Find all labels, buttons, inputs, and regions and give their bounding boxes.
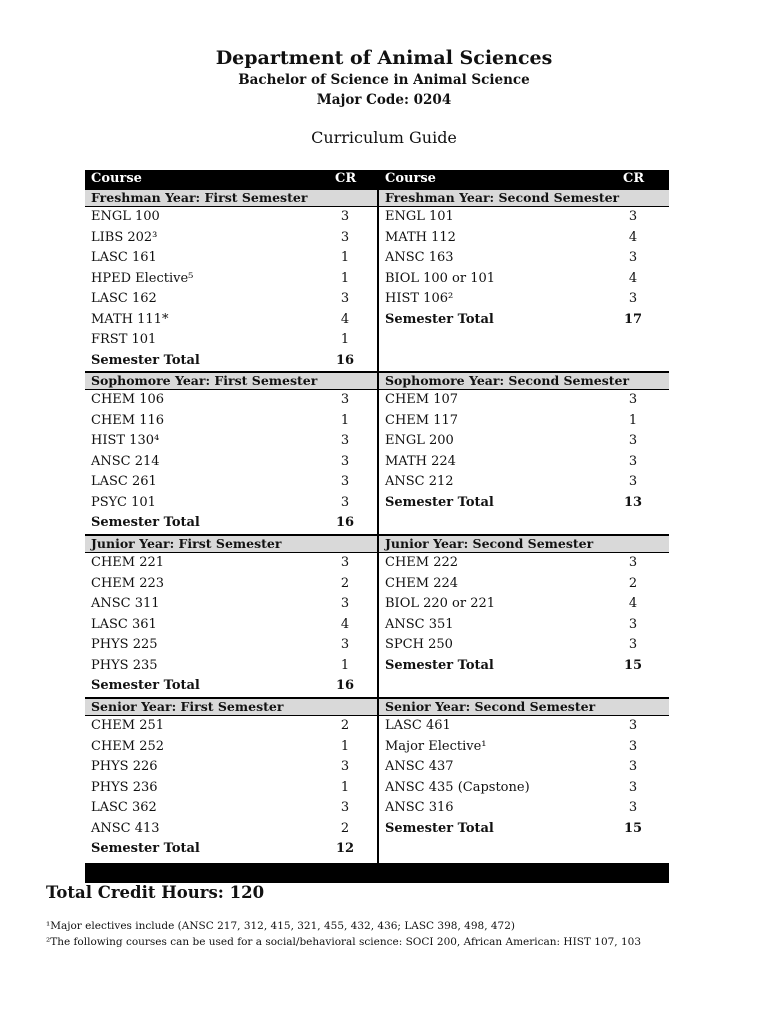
course-name: CHEM 221 bbox=[91, 555, 165, 570]
course-row bbox=[379, 635, 669, 656]
course-row bbox=[85, 615, 377, 636]
course-row bbox=[379, 207, 669, 228]
course-credits: 3 bbox=[628, 637, 638, 652]
course-credits: 3 bbox=[340, 474, 350, 489]
course-name: LASC 261 bbox=[91, 474, 157, 489]
course-credits: 3 bbox=[628, 453, 638, 469]
semester-block bbox=[85, 535, 377, 697]
course-credits: 1 bbox=[340, 657, 350, 673]
semester-total-value: 12 bbox=[335, 841, 355, 856]
course-credits: 2 bbox=[340, 718, 350, 733]
course-credits: 4 bbox=[628, 270, 638, 286]
semester-title: Junior Year: Second Semester bbox=[379, 535, 669, 553]
course-row bbox=[85, 493, 377, 514]
semester-total-label: Semester Total bbox=[385, 820, 494, 836]
semester-total-row bbox=[379, 656, 669, 677]
semester-total-row bbox=[379, 493, 669, 514]
major-code: Major Code: 0204 bbox=[316, 92, 452, 108]
course-name: CHEM 252 bbox=[91, 738, 165, 754]
course-row bbox=[379, 411, 669, 432]
left-column bbox=[85, 170, 377, 863]
course-credits: 3 bbox=[628, 291, 638, 306]
course-name: LIBS 202³ bbox=[91, 229, 158, 245]
course-name: PHYS 226 bbox=[91, 759, 158, 774]
course-name: CHEM 222 bbox=[385, 555, 459, 570]
semester-total-row bbox=[379, 310, 669, 331]
semester-total-row bbox=[85, 839, 377, 860]
course-header: Course bbox=[385, 171, 436, 186]
course-name: CHEM 106 bbox=[91, 392, 165, 407]
semester-title: Senior Year: Second Semester bbox=[379, 698, 669, 716]
course-name: PHYS 225 bbox=[91, 637, 158, 652]
course-list bbox=[85, 716, 377, 860]
course-credits: 3 bbox=[628, 738, 638, 754]
course-name: PHYS 236 bbox=[91, 779, 158, 795]
course-row bbox=[85, 431, 377, 452]
course-header: Course bbox=[91, 171, 142, 186]
course-name: ANSC 413 bbox=[91, 820, 160, 836]
column-header bbox=[85, 170, 377, 188]
semester-total-value: 15 bbox=[623, 657, 643, 673]
course-credits: 1 bbox=[340, 738, 350, 754]
course-row bbox=[85, 553, 377, 574]
semester-total-row bbox=[379, 819, 669, 840]
course-credits: 4 bbox=[628, 229, 638, 245]
semester-title: Senior Year: First Semester bbox=[85, 698, 377, 716]
semester-total-value: 16 bbox=[335, 678, 355, 693]
course-credits: 3 bbox=[628, 616, 638, 632]
semester-total-value: 15 bbox=[623, 820, 643, 836]
semester-total-value: 13 bbox=[623, 494, 643, 510]
course-name: ANSC 163 bbox=[385, 250, 454, 265]
course-credits: 3 bbox=[340, 494, 350, 510]
course-name: CHEM 224 bbox=[385, 575, 459, 591]
course-name: CHEM 223 bbox=[91, 575, 165, 591]
course-credits: 3 bbox=[340, 433, 350, 448]
course-row bbox=[379, 248, 669, 269]
course-row bbox=[379, 269, 669, 290]
course-name: Major Elective¹ bbox=[385, 738, 487, 754]
semester-title: Freshman Year: Second Semester bbox=[379, 189, 669, 207]
course-name: LASC 461 bbox=[385, 718, 451, 733]
course-list bbox=[379, 390, 669, 513]
course-credits: 4 bbox=[340, 616, 350, 632]
course-name: HIST 130⁴ bbox=[91, 433, 160, 448]
semester-block bbox=[379, 372, 669, 534]
course-row bbox=[379, 289, 669, 310]
course-row bbox=[379, 757, 669, 778]
course-name: PSYC 101 bbox=[91, 494, 156, 510]
course-credits: 3 bbox=[340, 453, 350, 469]
course-credits: 4 bbox=[628, 596, 638, 611]
course-name: MATH 224 bbox=[385, 453, 456, 469]
cr-header: CR bbox=[335, 171, 357, 186]
course-row bbox=[379, 574, 669, 595]
course-credits: 3 bbox=[340, 392, 350, 407]
course-name: ANSC 435 (Capstone) bbox=[385, 779, 530, 795]
course-credits: 3 bbox=[628, 474, 638, 489]
course-name: ENGL 100 bbox=[91, 209, 160, 224]
course-row bbox=[85, 310, 377, 331]
course-row bbox=[85, 269, 377, 290]
guide-title: Curriculum Guide bbox=[311, 128, 457, 147]
course-row bbox=[379, 228, 669, 249]
course-credits: 2 bbox=[340, 820, 350, 836]
course-row bbox=[85, 737, 377, 758]
course-row bbox=[85, 289, 377, 310]
course-name: BIOL 220 or 221 bbox=[385, 596, 496, 611]
course-credits: 2 bbox=[628, 575, 638, 591]
semester-total-label: Semester Total bbox=[385, 494, 494, 510]
course-name: ANSC 437 bbox=[385, 759, 454, 774]
course-name: BIOL 100 or 101 bbox=[385, 270, 496, 286]
course-row bbox=[85, 390, 377, 411]
semester-total-value: 16 bbox=[335, 515, 355, 530]
course-row bbox=[379, 798, 669, 819]
course-row bbox=[85, 228, 377, 249]
semester-block bbox=[85, 372, 377, 534]
course-name: LASC 362 bbox=[91, 800, 157, 815]
course-row bbox=[85, 248, 377, 269]
course-row bbox=[379, 452, 669, 473]
degree-title: Bachelor of Science in Animal Science bbox=[238, 72, 530, 88]
course-name: LASC 162 bbox=[91, 291, 157, 306]
course-credits: 3 bbox=[628, 392, 638, 407]
course-credits: 3 bbox=[340, 800, 350, 815]
course-row bbox=[85, 472, 377, 493]
course-row bbox=[379, 716, 669, 737]
course-credits: 1 bbox=[340, 332, 350, 347]
course-credits: 3 bbox=[340, 759, 350, 774]
course-row bbox=[85, 819, 377, 840]
course-name: ANSC 212 bbox=[385, 474, 454, 489]
course-name: SPCH 250 bbox=[385, 637, 453, 652]
semester-block bbox=[379, 698, 669, 863]
course-row bbox=[379, 553, 669, 574]
course-credits: 3 bbox=[628, 250, 638, 265]
semester-total-value: 17 bbox=[623, 311, 643, 327]
semester-block bbox=[379, 189, 669, 371]
course-list bbox=[85, 390, 377, 534]
course-name: ENGL 101 bbox=[385, 209, 454, 224]
semester-total-label: Semester Total bbox=[385, 657, 494, 673]
semester-block bbox=[379, 535, 669, 697]
semester-title: Sophomore Year: First Semester bbox=[85, 372, 377, 390]
course-row bbox=[379, 594, 669, 615]
course-credits: 3 bbox=[628, 800, 638, 815]
footnote-1: ¹Major electives include (ANSC 217, 312, 415, 321, 455, 432, 436; LASC 398, 498, 472) bbox=[46, 920, 516, 932]
course-row bbox=[379, 431, 669, 452]
course-name: MATH 112 bbox=[385, 229, 456, 245]
course-row bbox=[85, 411, 377, 432]
cr-header: CR bbox=[623, 171, 645, 186]
course-list bbox=[379, 553, 669, 676]
course-row bbox=[85, 635, 377, 656]
course-row bbox=[379, 390, 669, 411]
course-credits: 1 bbox=[340, 270, 350, 286]
course-name: CHEM 117 bbox=[385, 412, 459, 428]
semester-total-row bbox=[85, 676, 377, 697]
course-list bbox=[379, 716, 669, 839]
footnote-2: ²The following courses can be used for a social/behavioral science: SOCI 200, African American: HIST 107, 103 bbox=[46, 936, 642, 948]
course-row bbox=[85, 716, 377, 737]
course-name: CHEM 107 bbox=[385, 392, 459, 407]
course-row bbox=[85, 757, 377, 778]
course-name: ANSC 214 bbox=[91, 453, 160, 469]
semester-total-label: Semester Total bbox=[91, 678, 200, 693]
course-credits: 3 bbox=[628, 433, 638, 448]
course-credits: 3 bbox=[628, 209, 638, 224]
semester-title: Junior Year: First Semester bbox=[85, 535, 377, 553]
course-row bbox=[85, 798, 377, 819]
semester-total-label: Semester Total bbox=[91, 841, 200, 856]
course-credits: 1 bbox=[340, 412, 350, 428]
semester-total-label: Semester Total bbox=[91, 515, 200, 530]
column-header bbox=[379, 170, 669, 188]
course-row bbox=[85, 778, 377, 799]
semester-block bbox=[85, 698, 377, 863]
course-row bbox=[85, 574, 377, 595]
course-row bbox=[85, 207, 377, 228]
course-credits: 2 bbox=[340, 575, 350, 591]
course-row bbox=[379, 615, 669, 636]
course-row bbox=[85, 594, 377, 615]
course-name: HIST 106² bbox=[385, 291, 454, 306]
course-row bbox=[379, 472, 669, 493]
course-row bbox=[379, 778, 669, 799]
course-name: LASC 361 bbox=[91, 616, 157, 632]
course-row bbox=[85, 452, 377, 473]
course-credits: 1 bbox=[628, 412, 638, 428]
semester-total-row bbox=[85, 513, 377, 534]
course-row bbox=[85, 330, 377, 351]
course-list bbox=[379, 207, 669, 330]
course-name: CHEM 116 bbox=[91, 412, 165, 428]
course-credits: 3 bbox=[628, 779, 638, 795]
course-name: PHYS 235 bbox=[91, 657, 158, 673]
course-credits: 3 bbox=[340, 291, 350, 306]
semester-total-value: 16 bbox=[335, 352, 355, 368]
course-row bbox=[379, 737, 669, 758]
department-title: Department of Animal Sciences bbox=[215, 47, 553, 69]
semester-total-label: Semester Total bbox=[385, 311, 494, 327]
course-name: FRST 101 bbox=[91, 332, 157, 347]
total-credit-hours: Total Credit Hours: 120 bbox=[46, 883, 265, 902]
course-credits: 3 bbox=[340, 209, 350, 224]
course-credits: 3 bbox=[628, 555, 638, 570]
course-row bbox=[85, 656, 377, 677]
semester-title: Freshman Year: First Semester bbox=[85, 189, 377, 207]
course-name: ANSC 351 bbox=[385, 616, 454, 632]
course-name: MATH 111* bbox=[91, 311, 169, 327]
curriculum-table bbox=[85, 170, 669, 883]
course-list bbox=[85, 207, 377, 371]
course-credits: 3 bbox=[340, 555, 350, 570]
course-name: ANSC 311 bbox=[91, 596, 160, 611]
semester-total-row bbox=[85, 351, 377, 372]
course-credits: 3 bbox=[628, 759, 638, 774]
course-credits: 3 bbox=[340, 637, 350, 652]
course-credits: 1 bbox=[340, 250, 350, 265]
course-name: LASC 161 bbox=[91, 250, 157, 265]
course-credits: 3 bbox=[628, 718, 638, 733]
course-credits: 4 bbox=[340, 311, 350, 327]
course-name: HPED Elective⁵ bbox=[91, 270, 194, 286]
course-list bbox=[85, 553, 377, 697]
right-column bbox=[379, 170, 669, 863]
course-credits: 3 bbox=[340, 229, 350, 245]
semester-block bbox=[85, 189, 377, 371]
course-name: CHEM 251 bbox=[91, 718, 165, 733]
course-name: ENGL 200 bbox=[385, 433, 454, 448]
course-name: ANSC 316 bbox=[385, 800, 454, 815]
semester-title: Sophomore Year: Second Semester bbox=[379, 372, 669, 390]
course-credits: 3 bbox=[340, 596, 350, 611]
semester-total-label: Semester Total bbox=[91, 352, 200, 368]
course-credits: 1 bbox=[340, 779, 350, 795]
